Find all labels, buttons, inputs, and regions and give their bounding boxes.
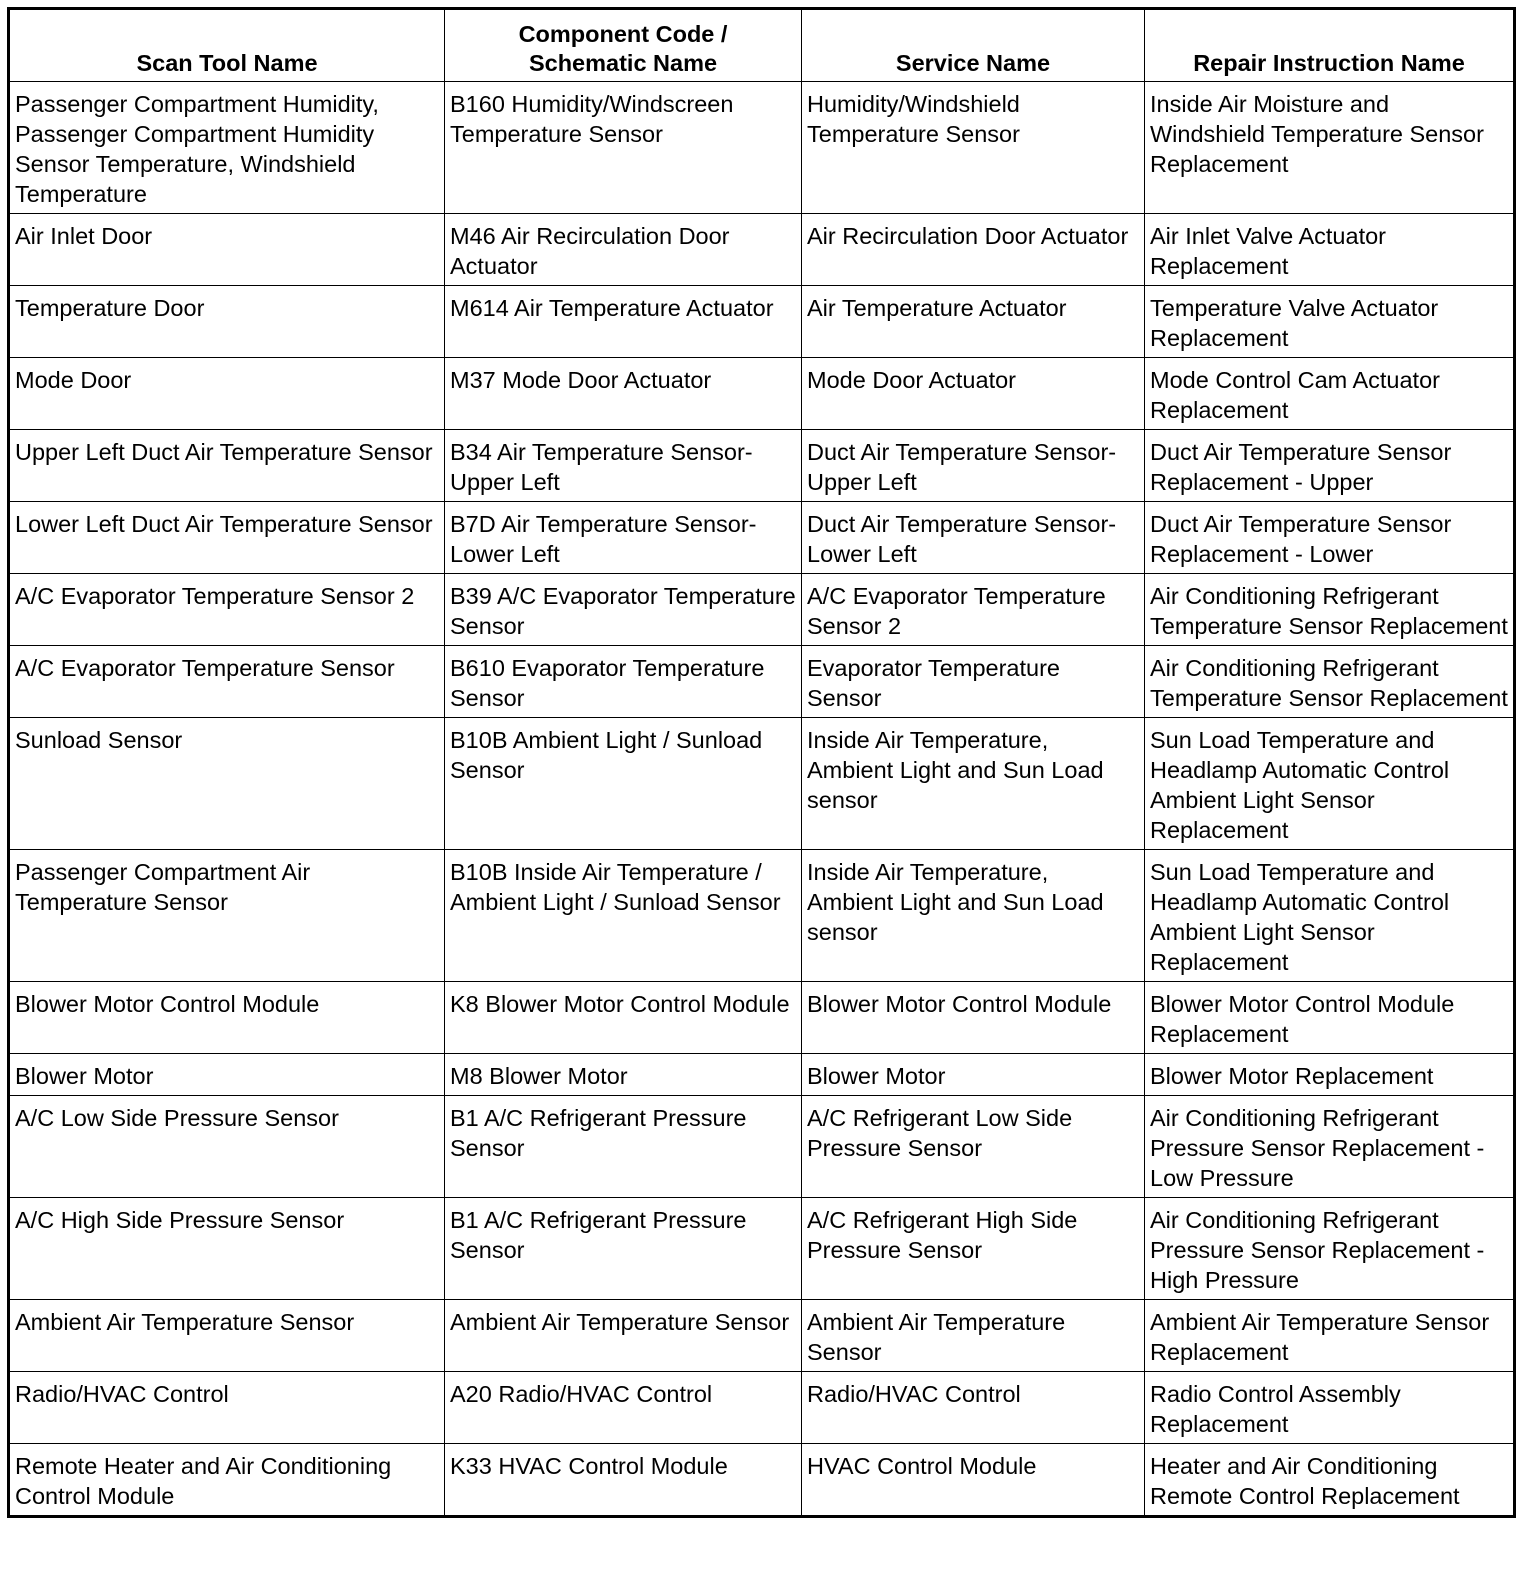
component-code-cell: B160 Humidity/Windscreen Temperature Sensor (445, 82, 802, 214)
scan-tool-name-cell: Remote Heater and Air Conditioning Control Module (9, 1444, 445, 1517)
table-row (9, 1054, 1515, 1096)
header-component-code: Component Code / Schematic Name (445, 9, 802, 82)
table-row (9, 214, 1515, 286)
component-code-cell: M46 Air Recirculation Door Actuator (445, 214, 802, 286)
table-row (9, 1300, 1515, 1372)
repair-instruction-cell: Blower Motor Control Module Replacement (1145, 982, 1515, 1054)
repair-instruction-cell: Radio Control Assembly Replacement (1145, 1372, 1515, 1444)
scan-tool-name-cell: A/C Evaporator Temperature Sensor 2 (9, 574, 445, 646)
repair-instruction-cell: Duct Air Temperature Sensor Replacement - Upper (1145, 430, 1515, 502)
table-row (9, 1444, 1515, 1517)
service-name-cell: Duct Air Temperature Sensor-Upper Left (802, 430, 1145, 502)
scan-tool-name-cell: Upper Left Duct Air Temperature Sensor (9, 430, 445, 502)
table-row (9, 718, 1515, 850)
repair-instruction-cell: Heater and Air Conditioning Remote Control Replacement (1145, 1444, 1515, 1517)
scan-tool-name-cell: Radio/HVAC Control (9, 1372, 445, 1444)
service-name-cell: Blower Motor Control Module (802, 982, 1145, 1054)
table-row (9, 82, 1515, 214)
header-repair-instruction-name: Repair Instruction Name (1145, 9, 1515, 82)
component-code-cell: M37 Mode Door Actuator (445, 358, 802, 430)
service-name-cell: A/C Evaporator Temperature Sensor 2 (802, 574, 1145, 646)
scan-tool-name-cell: Air Inlet Door (9, 214, 445, 286)
table-row (9, 502, 1515, 574)
repair-instruction-cell: Sun Load Temperature and Headlamp Automatic Control Ambient Light Sensor Replacement (1145, 718, 1515, 850)
component-code-cell: B1 A/C Refrigerant Pressure Sensor (445, 1096, 802, 1198)
service-name-cell: Radio/HVAC Control (802, 1372, 1145, 1444)
table-row (9, 286, 1515, 358)
scan-tool-name-cell: Ambient Air Temperature Sensor (9, 1300, 445, 1372)
scan-tool-name-cell: Passenger Compartment Air Temperature Sensor (9, 850, 445, 982)
component-code-cell: B39 A/C Evaporator Temperature Sensor (445, 574, 802, 646)
scan-tool-name-cell: Passenger Compartment Humidity, Passenger Compartment Humidity Sensor Temperature, Windshield Temperature (9, 82, 445, 214)
component-code-cell: M8 Blower Motor (445, 1054, 802, 1096)
service-name-cell: A/C Refrigerant High Side Pressure Sensor (802, 1198, 1145, 1300)
component-code-cell: M614 Air Temperature Actuator (445, 286, 802, 358)
scan-tool-name-cell: Sunload Sensor (9, 718, 445, 850)
repair-instruction-cell: Air Conditioning Refrigerant Pressure Sensor Replacement - Low Pressure (1145, 1096, 1515, 1198)
repair-instruction-cell: Air Conditioning Refrigerant Temperature Sensor Replacement (1145, 574, 1515, 646)
scan-tool-name-cell: Blower Motor (9, 1054, 445, 1096)
component-code-cell: B1 A/C Refrigerant Pressure Sensor (445, 1198, 802, 1300)
scan-tool-name-cell: Temperature Door (9, 286, 445, 358)
service-name-cell: Air Temperature Actuator (802, 286, 1145, 358)
repair-instruction-cell: Mode Control Cam Actuator Replacement (1145, 358, 1515, 430)
service-name-cell: Duct Air Temperature Sensor-Lower Left (802, 502, 1145, 574)
service-name-cell: Humidity/Windshield Temperature Sensor (802, 82, 1145, 214)
component-code-cell: B10B Ambient Light / Sunload Sensor (445, 718, 802, 850)
component-code-cell: Ambient Air Temperature Sensor (445, 1300, 802, 1372)
table-row (9, 574, 1515, 646)
service-name-cell: Inside Air Temperature, Ambient Light and Sun Load sensor (802, 850, 1145, 982)
table-header-row (9, 9, 1515, 82)
scan-tool-name-cell: A/C Low Side Pressure Sensor (9, 1096, 445, 1198)
repair-instruction-cell: Ambient Air Temperature Sensor Replacement (1145, 1300, 1515, 1372)
repair-instruction-cell: Duct Air Temperature Sensor Replacement - Lower (1145, 502, 1515, 574)
table-row (9, 850, 1515, 982)
component-code-cell: B10B Inside Air Temperature / Ambient Light / Sunload Sensor (445, 850, 802, 982)
repair-instruction-cell: Sun Load Temperature and Headlamp Automatic Control Ambient Light Sensor Replacement (1145, 850, 1515, 982)
repair-instruction-cell: Inside Air Moisture and Windshield Temperature Sensor Replacement (1145, 82, 1515, 214)
service-name-cell: Ambient Air Temperature Sensor (802, 1300, 1145, 1372)
table-row (9, 1198, 1515, 1300)
header-service-name: Service Name (802, 9, 1145, 82)
table-row (9, 646, 1515, 718)
scan-tool-name-cell: A/C High Side Pressure Sensor (9, 1198, 445, 1300)
scan-tool-name-cell: Blower Motor Control Module (9, 982, 445, 1054)
service-name-cell: HVAC Control Module (802, 1444, 1145, 1517)
component-code-cell: A20 Radio/HVAC Control (445, 1372, 802, 1444)
repair-instruction-cell: Air Conditioning Refrigerant Temperature Sensor Replacement (1145, 646, 1515, 718)
component-code-cell: B34 Air Temperature Sensor-Upper Left (445, 430, 802, 502)
scan-tool-name-cell: A/C Evaporator Temperature Sensor (9, 646, 445, 718)
hvac-component-table (7, 7, 1516, 1518)
repair-instruction-cell: Temperature Valve Actuator Replacement (1145, 286, 1515, 358)
scan-tool-name-cell: Lower Left Duct Air Temperature Sensor (9, 502, 445, 574)
component-code-cell: B7D Air Temperature Sensor-Lower Left (445, 502, 802, 574)
header-scan-tool-name: Scan Tool Name (9, 9, 445, 82)
repair-instruction-cell: Air Inlet Valve Actuator Replacement (1145, 214, 1515, 286)
table-row (9, 1096, 1515, 1198)
component-code-cell: K8 Blower Motor Control Module (445, 982, 802, 1054)
table-row (9, 430, 1515, 502)
service-name-cell: Air Recirculation Door Actuator (802, 214, 1145, 286)
component-code-cell: K33 HVAC Control Module (445, 1444, 802, 1517)
service-name-cell: Mode Door Actuator (802, 358, 1145, 430)
service-name-cell: Blower Motor (802, 1054, 1145, 1096)
table-row (9, 1372, 1515, 1444)
service-name-cell: Inside Air Temperature, Ambient Light and Sun Load sensor (802, 718, 1145, 850)
repair-instruction-cell: Blower Motor Replacement (1145, 1054, 1515, 1096)
table-row (9, 358, 1515, 430)
repair-instruction-cell: Air Conditioning Refrigerant Pressure Sensor Replacement - High Pressure (1145, 1198, 1515, 1300)
service-name-cell: Evaporator Temperature Sensor (802, 646, 1145, 718)
table-row (9, 982, 1515, 1054)
service-name-cell: A/C Refrigerant Low Side Pressure Sensor (802, 1096, 1145, 1198)
component-code-cell: B610 Evaporator Temperature Sensor (445, 646, 802, 718)
table-body (9, 82, 1515, 1517)
scan-tool-name-cell: Mode Door (9, 358, 445, 430)
